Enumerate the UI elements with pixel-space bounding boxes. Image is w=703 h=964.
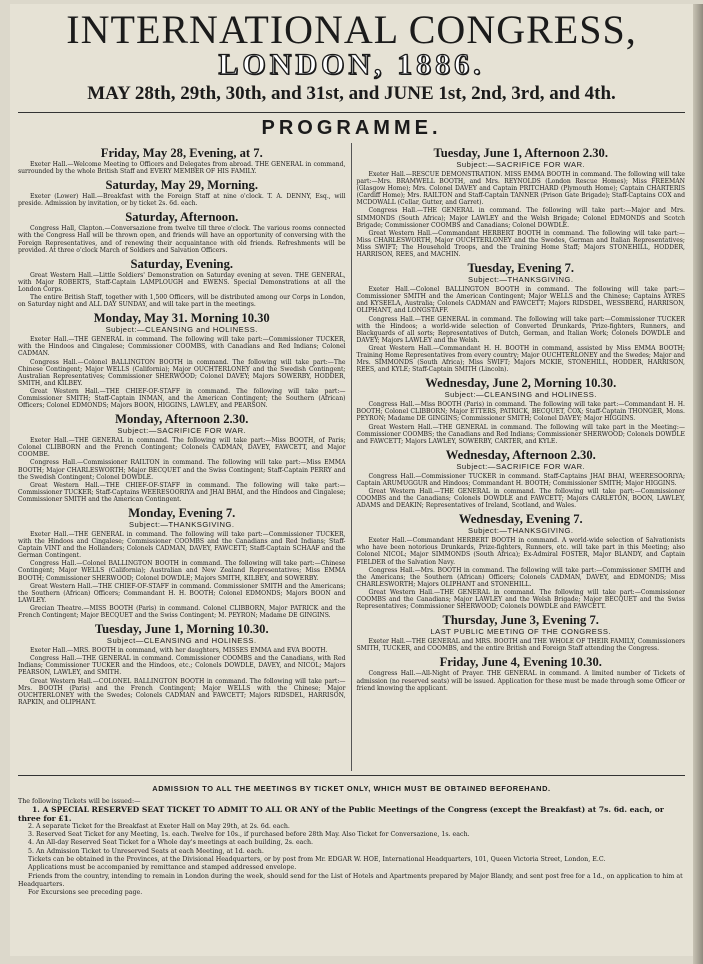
- session-subject: Subject—CLEANSING and HOLINESS.: [106, 636, 257, 646]
- session-paragraph: Great Western Hall.—THE CHIEF-OF-STAFF in command. The following will take part:—Commissioner TUCKER; Staff-Captains WEERESOORIYA and JHAI BHAI, and the Hindoos and Cingalese; Commissioner SMITH and the American Contingent.: [18, 481, 346, 503]
- session-block: [357, 448, 686, 509]
- session-paragraph: Exeter Hall.—MRS. BOOTH in command, with her daughters, MISSES EMMA and EVA BOOTH.: [30, 647, 328, 655]
- session-paragraph: Great Western Hall.—THE GENERAL in command. The following will take part in the Meeting:—Commissioner COOMBS; the Canadians and Red Indians; Commissioner SHERWOOD; Colonels DOWDLE and FAWCETT; Majors LAWLEY, SOWERBY, CARTER, and KYLE.: [356, 423, 685, 445]
- session-heading: Saturday, Afternoon.: [125, 210, 239, 225]
- ticket-note: Tickets can be obtained in the Provinces, at the Divisional Headquarters, or by post from Mr. EDGAR W. HOE, International Headquarters, 101, Queen Victoria Street, London, E.C.: [28, 856, 606, 864]
- session-block: [357, 613, 686, 652]
- session-paragraph: Congress Hall.—Commissioner TUCKER in command. Staff-Captains JHAI BHAI, WEERESOORIYA; Captain ARUMUGGUR and Hindoos; Commandant H. BOOTH; Commissioner SMITH; Major HIGGINS.: [356, 472, 685, 487]
- programme-columns: [18, 143, 685, 771]
- session-heading: Tuesday, June 1, Morning 10.30.: [94, 622, 269, 637]
- session-block: [18, 506, 346, 619]
- session-heading: Monday, Evening 7.: [128, 506, 236, 520]
- session-paragraph: Congress Hall.—Miss BOOTH (Paris) in command. The following will take part:—Commandant H. H. BOOTH; Colonel CLIBBORN; Major ETTERS, PATRICK, BECQUET, COX; Staff-Captain THONGER, Mons. PEYRON; Madame DE GINGINS; Commissioner SMITH; Colonel DAVEY; Major HIGGINS.: [356, 401, 685, 423]
- session-heading: Friday, June 4, Evening 10.30.: [439, 655, 602, 670]
- session-subject: Subject:—THANKSGIVING.: [467, 526, 574, 536]
- session-heading: Wednesday, Afternoon 2.30.: [445, 447, 596, 462]
- ticket-info: [18, 798, 685, 898]
- session-heading: Monday, Afternoon 2.30.: [115, 412, 249, 427]
- session-paragraph: Exeter Hall.—Colonel BALLINGTON BOOTH in command. The following will take part:—Commissioner SMITH and the American Contingent; Major WELLS and the Chinese; Captains AYRES and KYSEELA, Australia; Colonels CADMAN and FAWCETT; Majors RIDSDEL, WESSBERG, HARRISON, OLIPHANT, and LONGSTAFF.: [356, 286, 685, 315]
- ticket-note: Friends from the country, intending to remain in London during the week, should send for the List of Hotels and Apartments prepared by Major Blandy, and sent post free for a 1d., on application to him at Headquarters.: [18, 872, 683, 888]
- session-block: [357, 146, 686, 258]
- session-paragraph: Exeter Hall.—Commandant HERBERT BOOTH in command. A world-wide selection of Salvationists who have been notorious Drunkards, Prize-fighters, Runners, etc. will take part in this Meeting; also Colonel NICOL; Major SIMMONDS (South Africa); Ex-Admiral FOSTER, Major BLANDY, and Captain FIELDER of the Salvation Navy.: [356, 537, 685, 566]
- session-block: [357, 261, 686, 373]
- session-paragraph: Great Western Hall.—COLONEL BALLINGTON BOOTH in command. The following will take part:—Mrs. BOOTH (Paris) and the French Contingent; Major WELLS with the Chinese; Major OUCHTERLONEY with the Swedes; Colonels CADMAN and FAWCETT; Majors RIDSDEL, HARRISON, RAPKIN, and OLIPHANT.: [18, 677, 346, 706]
- session-paragraph: Congress Hall, Clapton.—Conversazione from twelve till three o'clock. The various rooms connected with the Congress Hall will be thrown open, and friends will have an opportunity of conversing with the Foreign Representatives, and of renewing their acquaintance with old friends. Refreshments will be provided. At three o'clock March of Soldiers and Salvation Officers.: [18, 225, 346, 254]
- header-divider: [18, 112, 685, 113]
- session-paragraph: Grecian Theatre.—MISS BOOTH (Paris) in command. Colonel CLIBBORN, Major PATRICK and the French Contingent; Major BECQUET and the Swiss Contingent; M. PEYRON; Madame DE GINGINS.: [18, 604, 346, 620]
- programme-heading: PROGRAMME.: [261, 117, 442, 139]
- session-subject: Subject:—SACRIFICE FOR WAR.: [117, 426, 247, 436]
- session-block: [18, 210, 346, 253]
- session-block: [18, 257, 346, 308]
- session-block: [18, 146, 346, 175]
- ticket-item: 5. An Admission Ticket to Unreserved Seats at each Meeting, at 1d. each.: [28, 847, 264, 855]
- session-paragraph: Congress Hall.—Mrs. BOOTH in command. The following will take part:—Commissioner SMITH and the Americans; the Southern (African) Officers; Colonels CADMAN, DAVEY, and EDMONDS; Miss CHARLESWORTH; Majors OLIPHANT and STONEHILL.: [356, 566, 685, 588]
- ticket-intro: The following Tickets will be issued:—: [18, 798, 141, 805]
- ticket-item: 1. A SPECIAL RESERVED SEAT TICKET TO ADMIT TO ALL OR ANY of the Public Meetings of the Congress (except the Breakfast) at 7s. 6d. each, or three for £1.: [18, 805, 664, 823]
- session-heading: Tuesday, June 1, Afternoon 2.30.: [433, 146, 608, 160]
- left-column: [18, 143, 352, 771]
- session-block: [18, 622, 346, 706]
- session-heading: Monday, May 31. Morning 10.30: [93, 311, 270, 326]
- session-heading: Saturday, Evening.: [130, 256, 234, 271]
- session-paragraph: Exeter Hall.—THE GENERAL and MRS. BOOTH and THE WHOLE OF THEIR FAMILY, Commissioners SMITH, TUCKER, and COOMBS, and the entire British and Foreign Staff attending the Congress.: [356, 638, 685, 653]
- congress-dates: MAY 28th, 29th, 30th, and 31st, and JUNE 1st, 2nd, 3rd, and 4th.: [87, 83, 616, 104]
- session-subject: LAST PUBLIC MEETING OF THE CONGRESS.: [430, 627, 612, 637]
- session-subject: Subject:—SACRIFICE FOR WAR.: [456, 461, 586, 471]
- programme-page: [10, 4, 693, 956]
- session-subject: Subject:—THANKSGIVING.: [467, 275, 574, 285]
- session-paragraph: Congress Hall.—Commissioner RAILTON in command. The following will take part:—Miss EMMA BOOTH; Major CHARLESWORTH; Major BECQUET and the Swiss Contingent; Staff-Captain PERRY and the Swedish Contingent; Colonel DOWDLE.: [18, 459, 346, 481]
- session-subject: Subject:—SACRIFICE FOR WAR.: [456, 160, 586, 169]
- session-heading: Tuesday, Evening 7.: [467, 261, 575, 276]
- session-heading: Thursday, June 3, Evening 7.: [442, 613, 599, 628]
- session-paragraph: Great Western Hall.—THE GENERAL in command. The following will take part:—Commissioner COOMBS and the Canadians; Major LAWLEY and the Welsh Brigade; Major BECQUET and the Swiss Representatives; Commissioner SHERWOOD; Colonels DOWDLE and FAWCETT.: [356, 588, 685, 611]
- admission-heading: ADMISSION TO ALL THE MEETINGS BY TICKET ONLY, WHICH MUST BE OBTAINED BEFOREHAND.: [152, 784, 551, 793]
- session-block: [357, 376, 686, 445]
- session-paragraph: Congress Hall.—THE GENERAL in command. The following will take part:—Major and Mrs. SIMMONDS (South Africa); Major LAWLEY and the Welsh Brigade; Colonel EDMONDS and Scotch Brigade; Commissioner COOMBS and Canadians; Colonel DOWDLE.: [356, 207, 685, 229]
- session-paragraph: Congress Hall.—Colonel BALLINGTON BOOTH in command. The following will take part:—Chinese Contingent; Major WELLS (California); Australian and New Zealand Representatives; Miss EMMA BOOTH; Commissioner SHERWOOD; Colonel DOWDLE; Majors SMITH, KILBEY, and SOWERBY.: [18, 560, 346, 582]
- session-subject: Subject:—CLEANSING and HOLINESS.: [105, 325, 258, 335]
- ticket-note: For Excursions see preceding page.: [28, 889, 143, 897]
- session-paragraph: Great Western Hall.—Commandant HERBERT BOOTH in command. The following will take part:—Miss CHARLESWORTH, Major OUCHTERLONEY and the Swedes, German and Italian Representatives; Miss SWIFT; The Household Troops, and the Training Home Staff; Majors STONEHILL, HODDER, HARRISON, REES, and MACHIN.: [356, 229, 685, 259]
- session-block: [357, 655, 686, 691]
- session-paragraph: Exeter Hall.—THE GENERAL in command. The following will take part:—Commissioner TUCKER, with the Hindoos and Cingalese; Commissioner COOMBS, with Canadians and Red Indians; Colonel CADMAN.: [18, 336, 346, 358]
- session-paragraph: Great Western Hall.—Commandant H. H. BOOTH in command, assisted by Miss EMMA BOOTH; Training Home Representatives from every country; Major OUCHTERLONEY and the Swedes; Major and Mrs. SIMMONDS (South Africa); Miss SWIFT; Majors MCKIE, STONEHILL, HODDER, HARRISON, REES, and KYLE; Staff-Captain SMITH (Lincoln).: [356, 344, 685, 374]
- page-subtitle: LONDON, 1886.: [218, 48, 485, 81]
- session-paragraph: Congress Hall.—All-Night of Prayer. THE GENERAL in command. A limited number of Tickets of admission (no reserved seats) will be issued. Application for these must be made through some Officer or friend knowing the applicant.: [356, 670, 685, 692]
- session-block: [357, 512, 686, 610]
- session-block: [18, 178, 346, 207]
- admission-divider: [18, 775, 685, 776]
- session-paragraph: Exeter Hall.—THE GENERAL in command. The following will take part:—Miss BOOTH, of Paris; Colonel CLIBBORN and the French Contingent; Colonels CADMAN, DAVEY, FAWCETT, and Major COOMBE.: [18, 437, 346, 459]
- ticket-item: 2. A separate Ticket for the Breakfast at Exeter Hall on May 29th, at 2s. 6d. each.: [28, 822, 290, 830]
- session-paragraph: The entire British Staff, together with 1,500 Officers, will be distributed among our Corps in London, on Saturday night and ALL DAY SUNDAY, and will take part in the meetings.: [18, 294, 346, 309]
- session-heading: Saturday, May 29, Morning.: [105, 178, 259, 193]
- ticket-item: 3. Reserved Seat Ticket for any Meeting, 1s. each. Twelve for 10s., if purchased before 28th May. Also Ticket for Conversazione, 1s. each.: [28, 831, 470, 839]
- session-paragraph: Exeter Hall.—Welcome Meeting to Officers and Delegates from abroad. THE GENERAL in command, surrounded by the whole British Staff and EVERY MEMBER OF HIS FAMILY.: [18, 161, 346, 176]
- session-paragraph: Great Western Hall.—THE CHIEF-OF-STAFF in command. The following will take part:—Commissioner SMITH; Staff-Captain INMAN, and the American Contingent; the Southern (African) Officers; Colonel EDMONDS; Majors BOON, HIGGINS, LAWLEY, and PEARSON.: [18, 387, 346, 410]
- session-paragraph: Exeter Hall.—THE GENERAL in command. The following will take part:—Commissioner TUCKER, with the Hindoos and Cingalese; Commissioner COOMBS and the Canadians and Red Indians; Staff-Captain VINT and the Hollanders; Colonels CADMAN, DAVEY, FAWCETT; Staff-Captain SCHAAF and the German Contingent.: [18, 531, 346, 560]
- session-paragraph: Congress Hall.—THE GENERAL in command. Commissioner COOMBS and the Canadians, with Red Indians; Commissioner TUCKER and the Hindoos, etc.; Colonels DOWDLE, DAVEY, and NICOL; Majors PEARSON, LAWLEY, and SMITH.: [18, 655, 346, 677]
- page-title: INTERNATIONAL CONGRESS,: [66, 7, 637, 52]
- page-edge-shadow: [693, 4, 703, 964]
- session-paragraph: Great Western Hall.—THE CHIEF-OF-STAFF in command. Commissioner SMITH and the Americans; the Southern (African) Officers; Commandant H. H. BOOTH; Colonel EDMONDS; Majors BOON and LAWLEY.: [18, 582, 346, 604]
- session-heading: Wednesday, June 2, Morning 10.30.: [425, 376, 617, 391]
- session-subject: Subject:—THANKSGIVING.: [128, 520, 235, 529]
- session-paragraph: Great Western Hall.—THE GENERAL in command. The following will take part:—Commissioner COOMBS and the Canadians; Colonels DOWDLE and FAWCETT; Majors CARLETON, BOON, LAWLEY, ADAMS and DEAKIN; Representatives of Ireland, Scotland, and Wales.: [356, 488, 685, 510]
- ticket-item: 4. An All-day Reserved Seat Ticket for a Whole day's meetings at each building, 2s. each.: [28, 839, 314, 847]
- session-subject: Subject:—CLEANSING and HOLINESS.: [444, 390, 597, 400]
- session-paragraph: Exeter Hall.—RESCUE DEMONSTRATION. MISS EMMA BOOTH in command. The following will take part:—Mrs. BRAMWELL BOOTH, and Mrs. REYNOLDS (London Rescue Homes); Miss FREEMAN (Glasgow Home); Mrs. Colonel DAVEY and Captain PRITCHARD (Plymouth Home); Captain CHARTERIS (Cardiff Home); Mrs. RAILTON and Staff-Captain TANNER (Prison Gate Brigade); Staff-Captains COX and MCDOWALL (Cellar, Gutter, and Garret).: [356, 171, 685, 207]
- session-paragraph: Exeter (Lower) Hall.—Breakfast with the Foreign Staff at nine o'clock. T. A. DENNY, Esq., will preside. Admission by invitation, or by ticket 2s. 6d. each.: [18, 193, 346, 208]
- session-heading: Wednesday, Evening 7.: [458, 512, 583, 527]
- ticket-note: Applications must be accompanied by remittance and stamped addressed envelope.: [28, 864, 297, 872]
- session-block: [18, 311, 346, 409]
- session-paragraph: Congress Hall.—Colonel BALLINGTON BOOTH in command. The following will take part:—The Chinese Contingent; Major WELLS (California); Major OUCHTERLONEY and the Swedish Contingent; Australian Representatives; Commissioner SHERWOOD; Colonel DAVEY; Majors SOWERBY, HODDER, SMITH, and KILBEY.: [18, 358, 346, 387]
- session-block: [18, 412, 346, 503]
- right-column: [352, 143, 686, 771]
- session-heading: Friday, May 28, Evening, at 7.: [100, 146, 263, 160]
- session-paragraph: Great Western Hall.—Little Soldiers' Demonstration on Saturday evening at seven. THE GENERAL, with Major ROBERTS, Staff-Captain LAMPLOUGH and EWENS. Special Demonstrations at all the London Corps.: [18, 271, 346, 293]
- session-paragraph: Congress Hall.—THE GENERAL in command. The following will take part:—Commissioner TUCKER with the Hindoos; a world-wide selection of Converted Drunkards, Prize-fighters, Runners, and Blackguards of all sorts; Representatives of Dutch, German, and Italian Work; Colonels DOWDLE and DAVEY; Majors LAWLEY and the Welsh.: [356, 315, 685, 344]
